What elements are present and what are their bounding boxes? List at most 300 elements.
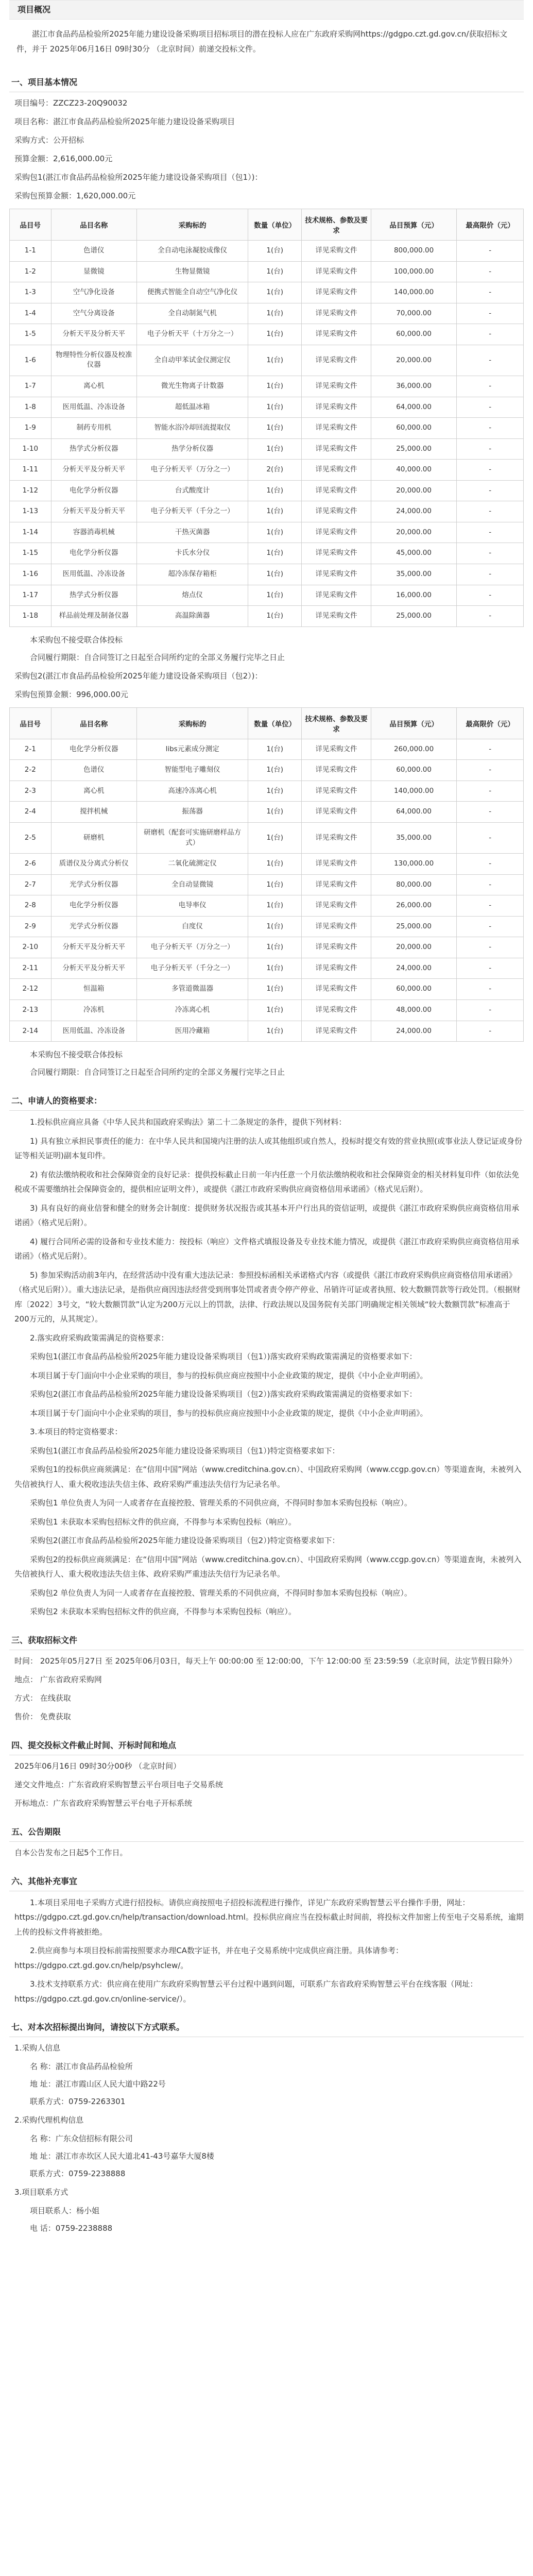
cell-budget: 800,000.00 [371, 241, 456, 262]
cell-item-no: 1-7 [10, 376, 51, 397]
cell-subject: 台式酸度计 [136, 480, 248, 501]
table-row [10, 606, 524, 627]
cell-item-no: 2-9 [10, 916, 51, 937]
cell-subject: 高温除菌器 [136, 606, 248, 627]
cell-item-name: 电化学分析仪器 [51, 895, 136, 917]
cell-max-price: - [457, 760, 524, 781]
project-name: 项目名称：湛江市食品药品检验所2025年能力建设设备采购项目 [14, 117, 235, 126]
section-title: 四、提交投标文件截止时间、开标时间和地点 [9, 1734, 524, 1755]
table-row [10, 916, 524, 937]
project-no: 项目编号：ZZCZ23-20Q90032 [14, 98, 128, 108]
th-spec: 技术规格、参数及要求 [301, 209, 371, 241]
purchaser-name: 名 称：湛江市食品药品检验所 [30, 2062, 133, 2072]
cell-max-price: - [457, 376, 524, 397]
cell-budget: 25,000.00 [371, 606, 456, 627]
cell-budget: 260,000.00 [371, 739, 456, 760]
cell-quantity: 1(台) [248, 564, 302, 585]
cell-item-no: 2-8 [10, 895, 51, 917]
get-price: 售价： 免费获取 [14, 1711, 71, 1721]
agency-name: 名 称：广东众信招标有限公司 [30, 2134, 133, 2144]
cell-quantity: 1(台) [248, 480, 302, 501]
cell-item-name: 光学式分析仪器 [51, 874, 136, 895]
th-subject: 采购标的 [136, 707, 248, 739]
cell-item-no: 1-8 [10, 397, 51, 418]
cell-subject: 全自动甲苯试金仪测定仪 [136, 345, 248, 376]
th-quantity: 数量（单位） [248, 707, 302, 739]
cell-spec: 详见采购文件 [301, 739, 371, 760]
cell-subject: 冷冻离心机 [136, 1000, 248, 1021]
cell-max-price: - [457, 958, 524, 979]
th-item-no: 品目号 [10, 707, 51, 739]
cell-item-name: 分析天平及分析天平 [51, 958, 136, 979]
cell-subject: 热学分析仪器 [136, 438, 248, 460]
cell-spec: 详见采购文件 [301, 958, 371, 979]
table-row [10, 760, 524, 781]
section-get-documents [9, 1629, 524, 1724]
cell-subject: 干热灭菌器 [136, 522, 248, 543]
cell-item-name: 恒温箱 [51, 979, 136, 1000]
cell-budget: 36,000.00 [371, 376, 456, 397]
cell-spec: 详见采购文件 [301, 324, 371, 345]
cell-item-no: 2-4 [10, 802, 51, 823]
cell-item-name: 冷冻机 [51, 1000, 136, 1021]
cell-spec: 详见采购文件 [301, 522, 371, 543]
cell-max-price: - [457, 241, 524, 262]
cell-subject: libs元素成分测定 [136, 739, 248, 760]
cell-quantity: 1(台) [248, 916, 302, 937]
cell-item-no: 1-14 [10, 522, 51, 543]
cell-quantity: 1(台) [248, 241, 302, 262]
cell-max-price: - [457, 460, 524, 481]
cell-item-name: 分析天平及分析天平 [51, 324, 136, 345]
table-row [10, 854, 524, 875]
cell-max-price: - [457, 522, 524, 543]
section-qualifications [9, 1089, 524, 1619]
cell-subject: 熔点仪 [136, 585, 248, 606]
overview-header: 项目概况 [9, 0, 524, 20]
cell-subject: 超低温冰箱 [136, 397, 248, 418]
cell-item-name: 制药专用机 [51, 418, 136, 439]
table-row [10, 895, 524, 917]
paragraph: 3.技术支持联系方式：供应商在使用广东政府采购智慧云平台过程中遇到问题，可联系广东省政府采购智慧云平台在线客服（网址：https://gdgpo.czt.gd.gov.cn/online-service/）。 [14, 1979, 478, 2004]
cell-max-price: - [457, 1000, 524, 1021]
table-row [10, 282, 524, 303]
cell-spec: 详见采购文件 [301, 874, 371, 895]
cell-item-no: 1-15 [10, 543, 51, 564]
cell-spec: 详见采购文件 [301, 345, 371, 376]
cell-budget: 20,000.00 [371, 937, 456, 958]
cell-quantity: 1(台) [248, 282, 302, 303]
table-row [10, 501, 524, 522]
cell-max-price: - [457, 822, 524, 853]
agency-title: 2.采购代理机构信息 [14, 2115, 84, 2125]
cell-max-price: - [457, 802, 524, 823]
cell-budget: 80,000.00 [371, 874, 456, 895]
table-row [10, 822, 524, 853]
cell-spec: 详见采购文件 [301, 501, 371, 522]
cell-quantity: 1(台) [248, 760, 302, 781]
cell-quantity: 1(台) [248, 1000, 302, 1021]
cell-spec: 详见采购文件 [301, 802, 371, 823]
section-basic-info [9, 71, 524, 1080]
other-paragraphs [9, 1895, 524, 2007]
cell-max-price: - [457, 895, 524, 917]
table-row [10, 261, 524, 282]
cell-spec: 详见采购文件 [301, 564, 371, 585]
cell-item-no: 1-11 [10, 460, 51, 481]
paragraph: 2) 有依法缴纳税收和社会保障资金的良好记录：提供投标截止日前一年内任意一个月依法缴纳税收和社会保障资金的相关材料复印件（如依法免税或不需要缴纳社会保障资金的，提供相应证明文件），或提供《湛江市政府采购供应商资格信用承诺函》（格式见后附）。 [14, 1170, 520, 1194]
cell-budget: 64,000.00 [371, 802, 456, 823]
cell-budget: 60,000.00 [371, 760, 456, 781]
table-row [10, 564, 524, 585]
cell-quantity: 1(台) [248, 397, 302, 418]
budget-amount: 预算金额：2,616,000.00元 [14, 154, 113, 163]
cell-quantity: 1(台) [248, 739, 302, 760]
opening-place: 开标地点：广东省政府采购智慧云平台电子开标系统 [14, 1798, 193, 1808]
cell-subject: 电导率仪 [136, 895, 248, 917]
cell-spec: 详见采购文件 [301, 760, 371, 781]
cell-budget: 45,000.00 [371, 543, 456, 564]
submit-place: 递交文件地点：广东省政府采购智慧云平台项目电子交易系统 [14, 1780, 223, 1789]
table-row [10, 397, 524, 418]
cell-budget: 24,000.00 [371, 501, 456, 522]
get-method: 方式： 在线获取 [14, 1693, 71, 1703]
paragraph: 采购包2的投标供应商须满足：在“信用中国”网站（www.creditchina.gov.cn）、中国政府采购网（www.ccgp.gov.cn）等渠道查询，未被列入失信被执行人、重大税收违法失信主体、政府采购严重违法失信行为记录名单。 [14, 1554, 522, 1579]
cell-item-no: 2-5 [10, 822, 51, 853]
table-row [10, 802, 524, 823]
cell-max-price: - [457, 543, 524, 564]
cell-budget: 40,000.00 [371, 460, 456, 481]
cell-quantity: 1(台) [248, 501, 302, 522]
cell-subject: 全自动显微镜 [136, 874, 248, 895]
cell-item-no: 1-6 [10, 345, 51, 376]
cell-quantity: 2(台) [248, 460, 302, 481]
th-item-name: 品目名称 [51, 707, 136, 739]
table-row [10, 376, 524, 397]
cell-budget: 130,000.00 [371, 854, 456, 875]
cell-item-name: 光学式分析仪器 [51, 916, 136, 937]
paragraph: 采购包1的投标供应商须满足：在“信用中国”网站（www.creditchina.gov.cn）、中国政府采购网（www.ccgp.gov.cn）等渠道查询，未被列入失信被执行人、重大税收违法失信主体、政府采购严重违法失信行为记录名单。 [14, 1465, 522, 1489]
cell-spec: 详见采购文件 [301, 438, 371, 460]
cell-max-price: - [457, 781, 524, 802]
cell-quantity: 1(台) [248, 376, 302, 397]
table-row [10, 739, 524, 760]
paragraph: 1) 具有独立承担民事责任的能力：在中华人民共和国境内注册的法人或其他组织或自然人，投标时提交有效的营业执照(或事业法人登记证或身份证等相关证明)副本复印件。 [14, 1136, 523, 1161]
cell-max-price: - [457, 585, 524, 606]
table-header-row [10, 209, 524, 241]
table-row [10, 460, 524, 481]
th-item-no: 品目号 [10, 209, 51, 241]
cell-budget: 35,000.00 [371, 564, 456, 585]
cell-spec: 详见采购文件 [301, 937, 371, 958]
cell-item-name: 电化学分析仪器 [51, 480, 136, 501]
cell-item-name: 分析天平及分析天平 [51, 501, 136, 522]
cell-item-no: 2-11 [10, 958, 51, 979]
cell-spec: 详见采购文件 [301, 418, 371, 439]
table-row [10, 937, 524, 958]
cell-max-price: - [457, 854, 524, 875]
cell-spec: 详见采购文件 [301, 261, 371, 282]
section-title: 一、项目基本情况 [9, 71, 524, 92]
cell-quantity: 1(台) [248, 1021, 302, 1042]
table-row [10, 241, 524, 262]
cell-quantity: 1(台) [248, 979, 302, 1000]
cell-subject: 白度仪 [136, 916, 248, 937]
cell-item-name: 医用低温、冷冻设备 [51, 1021, 136, 1042]
cell-budget: 26,000.00 [371, 895, 456, 917]
cell-item-name: 离心机 [51, 376, 136, 397]
cell-budget: 60,000.00 [371, 324, 456, 345]
table-row [10, 874, 524, 895]
cell-max-price: - [457, 501, 524, 522]
cell-spec: 详见采购文件 [301, 781, 371, 802]
section-notice-period [9, 1820, 524, 1860]
th-max-price: 最高限价（元） [457, 209, 524, 241]
cell-subject: 高速冷冻离心机 [136, 781, 248, 802]
cell-item-name: 离心机 [51, 781, 136, 802]
cell-max-price: - [457, 261, 524, 282]
cell-item-no: 2-1 [10, 739, 51, 760]
get-place: 地点： 广东省政府采购网 [14, 1674, 102, 1684]
notice-period-text: 自本公告发布之日起5个工作日。 [14, 1848, 128, 1857]
cell-subject: 微光生物离子计数器 [136, 376, 248, 397]
cell-item-no: 1-13 [10, 501, 51, 522]
paragraph: 本项目属于专门面向中小企业采购的项目，参与的投标供应商应按照中小企业政策的规定，提供《中小企业声明函》。 [30, 1370, 428, 1380]
table-row [10, 522, 524, 543]
cell-item-name: 质谱仪及分离式分析仪 [51, 854, 136, 875]
overview-body [9, 20, 524, 61]
paragraph: 采购包2 未获取本采购包招标文件的供应商，不得参与本采购包投标（响应）。 [30, 1607, 296, 1617]
cell-subject: 便携式智能全自动空气净化仪 [136, 282, 248, 303]
paragraph: 4) 履行合同所必需的设备和专业技术能力：按投标（响应）文件格式填报设备及专业技术能力情况，或提供《湛江市政府采购供应商资格信用承诺函》（格式见后附）。 [14, 1236, 520, 1261]
cell-item-no: 2-14 [10, 1021, 51, 1042]
cell-quantity: 1(台) [248, 822, 302, 853]
package1-req-2: 合同履行期限：自合同签订之日起至合同所约定的全部义务履行完毕之日止 [30, 652, 285, 662]
cell-max-price: - [457, 1021, 524, 1042]
th-subject: 采购标的 [136, 209, 248, 241]
cell-quantity: 1(台) [248, 522, 302, 543]
paragraph: 采购包1(湛江市食品药品检验所2025年能力建设设备采购项目（包1）)特定资格要求如下： [30, 1446, 340, 1455]
cell-quantity: 1(台) [248, 874, 302, 895]
project-contact-title: 3.项目联系方式 [14, 2188, 68, 2197]
cell-budget: 20,000.00 [371, 480, 456, 501]
get-time: 时间： 2025年05月27日 至 2025年06月03日，每天上午 00:00:00 至 12:00:00，下午 12:00:00 至 23:59:59（北京时间，法定节假日除外） [14, 1656, 517, 1666]
cell-max-price: - [457, 397, 524, 418]
paragraph: 3.本项目的特定资格要求： [30, 1427, 123, 1437]
cell-item-no: 1-12 [10, 480, 51, 501]
cell-quantity: 1(台) [248, 854, 302, 875]
cell-item-no: 1-16 [10, 564, 51, 585]
package1-table [9, 209, 524, 627]
procurement-method: 采购方式：公开招标 [14, 135, 84, 145]
cell-quantity: 1(台) [248, 345, 302, 376]
cell-spec: 详见采购文件 [301, 606, 371, 627]
cell-quantity: 1(台) [248, 543, 302, 564]
cell-item-name: 物理特性分析仪器及校准仪器 [51, 345, 136, 376]
cell-quantity: 1(台) [248, 606, 302, 627]
cell-item-no: 1-5 [10, 324, 51, 345]
cell-budget: 60,000.00 [371, 418, 456, 439]
cell-item-name: 医用低温、冷冻设备 [51, 397, 136, 418]
cell-item-no: 1-1 [10, 241, 51, 262]
cell-max-price: - [457, 438, 524, 460]
cell-max-price: - [457, 282, 524, 303]
cell-quantity: 1(台) [248, 937, 302, 958]
cell-quantity: 1(台) [248, 303, 302, 324]
package2-budget: 采购包预算金额：996,000.00元 [14, 689, 128, 699]
cell-item-name: 空气分离设备 [51, 303, 136, 324]
section-title: 六、其他补充事宜 [9, 1870, 524, 1891]
cell-spec: 详见采购文件 [301, 241, 371, 262]
cell-max-price: - [457, 480, 524, 501]
cell-spec: 详见采购文件 [301, 1000, 371, 1021]
cell-item-no: 1-3 [10, 282, 51, 303]
cell-item-name: 分析天平及分析天平 [51, 460, 136, 481]
table-row [10, 781, 524, 802]
cell-subject: 电子分析天平（千分之一） [136, 501, 248, 522]
cell-item-name: 色谱仪 [51, 760, 136, 781]
paragraph: 采购包1 未获取本采购包招标文件的供应商，不得参与本采购包投标（响应）。 [30, 1517, 296, 1527]
cell-item-no: 1-2 [10, 261, 51, 282]
cell-quantity: 1(台) [248, 585, 302, 606]
cell-item-name: 搅拌机械 [51, 802, 136, 823]
cell-quantity: 1(台) [248, 438, 302, 460]
cell-item-name: 空气净化设备 [51, 282, 136, 303]
paragraph: 采购包2(湛江市食品药品检验所2025年能力建设设备采购项目（包2）)落实政府采购政策需满足的资格要求如下： [30, 1389, 417, 1399]
cell-item-name: 电化学分析仪器 [51, 739, 136, 760]
cell-budget: 25,000.00 [371, 916, 456, 937]
overview-text: 湛江市食品药品检验所2025年能力建设设备采购项目招标项目的潜在投标人应在广东政府采购网https://gdgpo.czt.gd.gov.cn/获取招标文件，并于 2025年06月16日 09时30分 （北京时间）前递交投标文件。 [16, 29, 508, 54]
cell-spec: 详见采购文件 [301, 480, 371, 501]
paragraph: 5) 参加采购活动前3年内，在经营活动中没有重大违法记录：参照投标函相关承诺格式内容（或提供《湛江市政府采购供应商资格信用承诺函》（格式见后附））。重大违法记录，是指供应商因违法经营受到刑事处罚或者责令停产停业、吊销许可证或者执照、较大数额罚款等行政处罚。（根据财库〔2022〕3号文，“较大数额罚款”认定为200万元以上的罚款，法律、行政法规以及国务院有关部门明确规定相关领域“较大数额罚款”标准高于200万元的，从其规定）。 [14, 1270, 521, 1324]
cell-subject: 电子分析天平（十万分之一） [136, 324, 248, 345]
cell-spec: 详见采购文件 [301, 979, 371, 1000]
cell-item-no: 2-7 [10, 874, 51, 895]
cell-spec: 详见采购文件 [301, 585, 371, 606]
purchaser-title: 1.采购人信息 [14, 2043, 61, 2053]
cell-subject: 医用冷藏箱 [136, 1021, 248, 1042]
cell-quantity: 1(台) [248, 802, 302, 823]
deadline-time: 2025年06月16日 09时30分00秒 （北京时间） [14, 1761, 181, 1771]
cell-budget: 70,000.00 [371, 303, 456, 324]
paragraph: 采购包2(湛江市食品药品检验所2025年能力建设设备采购项目（包2）)特定资格要求如下： [30, 1536, 340, 1546]
project-contact-phone: 电 话：0759-2238888 [30, 2224, 113, 2233]
th-quantity: 数量（单位） [248, 209, 302, 241]
package2-intro: 采购包2(湛江市食品药品检验所2025年能力建设设备采购项目（包2）)： [14, 671, 263, 681]
project-contact-person: 项目联系人：杨小姐 [30, 2206, 100, 2216]
cell-item-no: 2-10 [10, 937, 51, 958]
cell-budget: 100,000.00 [371, 261, 456, 282]
cell-subject: 电子分析天平（千分之一） [136, 958, 248, 979]
th-max-price: 最高限价（元） [457, 707, 524, 739]
cell-item-name: 研磨机 [51, 822, 136, 853]
table-row [10, 418, 524, 439]
cell-quantity: 1(台) [248, 781, 302, 802]
th-budget: 品目预算（元） [371, 707, 456, 739]
cell-spec: 详见采购文件 [301, 303, 371, 324]
cell-quantity: 1(台) [248, 418, 302, 439]
cell-spec: 详见采购文件 [301, 916, 371, 937]
cell-quantity: 1(台) [248, 261, 302, 282]
cell-spec: 详见采购文件 [301, 282, 371, 303]
cell-subject: 电子分析天平（万分之一） [136, 937, 248, 958]
cell-item-name: 医用低温、冷冻设备 [51, 564, 136, 585]
cell-item-no: 2-2 [10, 760, 51, 781]
cell-item-no: 2-6 [10, 854, 51, 875]
cell-quantity: 1(台) [248, 958, 302, 979]
cell-budget: 16,000.00 [371, 585, 456, 606]
section-other-matters [9, 1870, 524, 2007]
cell-budget: 20,000.00 [371, 522, 456, 543]
package1-rows [10, 241, 524, 627]
package1-req-1: 本采购包不接受联合体投标 [30, 635, 123, 645]
cell-subject: 智能型电子雕刻仪 [136, 760, 248, 781]
cell-max-price: - [457, 324, 524, 345]
table-row [10, 324, 524, 345]
cell-budget: 20,000.00 [371, 345, 456, 376]
cell-spec: 详见采购文件 [301, 376, 371, 397]
cell-subject: 超冷冻保存箱柜 [136, 564, 248, 585]
table-row [10, 303, 524, 324]
cell-item-no: 1-4 [10, 303, 51, 324]
cell-item-name: 热学式分析仪器 [51, 438, 136, 460]
cell-item-name: 分析天平及分析天平 [51, 937, 136, 958]
table-row [10, 1021, 524, 1042]
paragraph: 本项目属于专门面向中小企业采购的项目，参与的投标供应商应按照中小企业政策的规定，提供《中小企业声明函》。 [30, 1408, 428, 1418]
cell-max-price: - [457, 606, 524, 627]
section-title: 七、对本次招标提出询问，请按以下方式联系。 [9, 2015, 524, 2037]
cell-quantity: 1(台) [248, 324, 302, 345]
agency-address: 地 址：湛江市赤坎区人民大道北41-43号嘉华大厦8楼 [30, 2151, 214, 2161]
paragraph: 采购包1(湛江市食品药品检验所2025年能力建设设备采购项目（包1）)落实政府采购政策需满足的资格要求如下： [30, 1352, 417, 1362]
section-title: 三、获取招标文件 [9, 1629, 524, 1650]
cell-spec: 详见采购文件 [301, 397, 371, 418]
cell-subject: 智能水浴冷却回流提取仪 [136, 418, 248, 439]
table-row [10, 958, 524, 979]
cell-budget: 35,000.00 [371, 822, 456, 853]
cell-item-no: 2-3 [10, 781, 51, 802]
cell-spec: 详见采购文件 [301, 895, 371, 917]
cell-max-price: - [457, 874, 524, 895]
th-spec: 技术规格、参数及要求 [301, 707, 371, 739]
cell-spec: 详见采购文件 [301, 460, 371, 481]
paragraph: 2.供应商参与本项目投标前需按照要求办理CA数字证书，并在电子交易系统中完成供应商注册。具体请参考：https://gdgpo.czt.gd.gov.cn/help/psyhclew/。 [14, 1946, 404, 1970]
section-contacts [9, 2015, 524, 2236]
package2-rows [10, 739, 524, 1041]
cell-item-no: 2-13 [10, 1000, 51, 1021]
cell-budget: 24,000.00 [371, 958, 456, 979]
cell-subject: 振荡器 [136, 802, 248, 823]
cell-quantity: 1(台) [248, 895, 302, 917]
cell-item-name: 电化学分析仪器 [51, 543, 136, 564]
section-title: 五、公告期限 [9, 1820, 524, 1842]
paragraph: 3) 具有良好的商业信誉和健全的财务会计制度：提供财务状况报告或其基本开户行出具的资信证明，或提供《湛江市政府采购供应商资格信用承诺函》（格式见后附）。 [14, 1203, 520, 1228]
cell-max-price: - [457, 564, 524, 585]
cell-item-name: 显微镜 [51, 261, 136, 282]
purchaser-address: 地 址：湛江市霞山区人民大道中路22号 [30, 2079, 166, 2089]
cell-budget: 140,000.00 [371, 282, 456, 303]
cell-max-price: - [457, 916, 524, 937]
cell-subject: 电子分析天平（万分之一） [136, 460, 248, 481]
cell-item-name: 热学式分析仪器 [51, 585, 136, 606]
cell-subject: 二氧化硫测定仪 [136, 854, 248, 875]
table-row [10, 979, 524, 1000]
cell-max-price: - [457, 303, 524, 324]
table-row [10, 543, 524, 564]
table-row [10, 480, 524, 501]
cell-item-no: 1-10 [10, 438, 51, 460]
section-deadline [9, 1734, 524, 1811]
